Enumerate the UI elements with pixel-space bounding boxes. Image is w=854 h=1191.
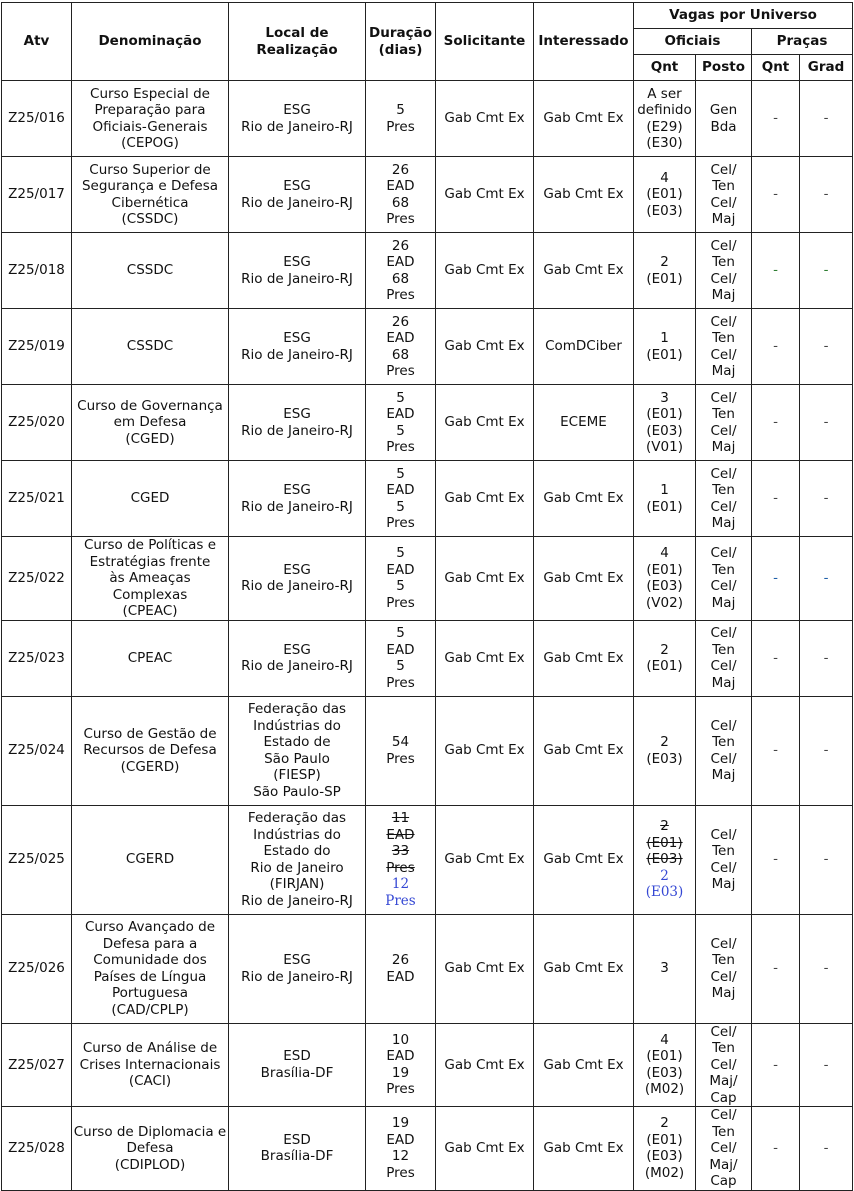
cell-pracas-qnt: - [752, 914, 800, 1023]
cell-oficiais-qnt: 2 (E01) [634, 233, 696, 309]
cell-pracas-qnt: - [752, 461, 800, 537]
cell-solicitante: Gab Cmt Ex [436, 805, 534, 914]
cell-solicitante: Gab Cmt Ex [436, 81, 534, 157]
table-header [2, 3, 853, 81]
cell-pracas-grad: - [800, 696, 853, 805]
cell-atv: Z25/026 [2, 914, 72, 1023]
cell-duracao: 5 EAD 5 Pres [366, 620, 436, 696]
cell-duracao: 54 Pres [366, 696, 436, 805]
cell-interessado: Gab Cmt Ex [534, 233, 634, 309]
cell-denominacao: Curso de Gestão de Recursos de Defesa (CGERD) [72, 696, 229, 805]
header-oficiais-qnt: Qnt [634, 55, 696, 81]
cell-solicitante: Gab Cmt Ex [436, 620, 534, 696]
cell-atv: Z25/019 [2, 309, 72, 385]
cell-solicitante: Gab Cmt Ex [436, 537, 534, 621]
cell-local: ESG Rio de Janeiro-RJ [229, 233, 366, 309]
cell-local: ESG Rio de Janeiro-RJ [229, 914, 366, 1023]
cell-oficiais-qnt: 4 (E01) (E03) (M02) [634, 1023, 696, 1107]
cell-pracas-grad: - [800, 81, 853, 157]
cell-pracas-grad: - [800, 537, 853, 621]
table-row [2, 537, 853, 621]
cell-pracas-qnt: - [752, 805, 800, 914]
cell-oficiais-posto: Cel/ Ten Cel/ Maj [696, 620, 752, 696]
cell-interessado: ComDCiber [534, 309, 634, 385]
cell-interessado: ECEME [534, 385, 634, 461]
cell-pracas-qnt: - [752, 1107, 800, 1191]
cell-pracas-qnt: - [752, 537, 800, 621]
cell-pracas-qnt: - [752, 81, 800, 157]
cell-denominacao: Curso de Análise de Crises Internacionais (CACI) [72, 1023, 229, 1107]
cell-oficiais-qnt: 2 (E03) [634, 696, 696, 805]
duracao-new-value: 12 Pres [385, 876, 416, 909]
cell-atv: Z25/017 [2, 157, 72, 233]
cell-interessado: Gab Cmt Ex [534, 537, 634, 621]
table-row [2, 233, 853, 309]
cell-oficiais-posto: Cel/ Ten Cel/ Maj [696, 385, 752, 461]
cell-pracas-qnt: - [752, 696, 800, 805]
header-solicitante: Solicitante [436, 3, 534, 81]
cell-oficiais-qnt: 4 (E01) (E03) (V02) [634, 537, 696, 621]
header-pracas-grad: Grad [800, 55, 853, 81]
cell-oficiais-posto: Cel/ Ten Cel/ Maj [696, 537, 752, 621]
duracao-old-value: 11 EAD 33 Pres [386, 810, 415, 876]
cell-duracao: 26 EAD 68 Pres [366, 309, 436, 385]
cell-oficiais-posto: Cel/ Ten Cel/ Maj/ Cap [696, 1023, 752, 1107]
header-vagas: Vagas por Universo [634, 3, 853, 29]
cell-local: Federação das Indústrias do Estado de São Paulo (FIESP) São Paulo-SP [229, 696, 366, 805]
cell-atv: Z25/024 [2, 696, 72, 805]
cell-local: ESD Brasília-DF [229, 1023, 366, 1107]
cell-duracao: 5 EAD 5 Pres [366, 537, 436, 621]
table-row [2, 1107, 853, 1191]
cell-interessado: Gab Cmt Ex [534, 805, 634, 914]
cell-pracas-qnt: - [752, 309, 800, 385]
header-oficiais: Oficiais [634, 29, 752, 55]
cell-duracao: 10 EAD 19 Pres [366, 1023, 436, 1107]
cell-pracas-grad: - [800, 620, 853, 696]
cell-atv: Z25/028 [2, 1107, 72, 1191]
cell-oficiais-qnt: 3 [634, 914, 696, 1023]
cell-pracas-grad: - [800, 157, 853, 233]
cell-denominacao: Curso de Governança em Defesa (CGED) [72, 385, 229, 461]
cell-oficiais-posto: Cel/ Ten Cel/ Maj/ Cap [696, 1107, 752, 1191]
cell-atv: Z25/025 [2, 805, 72, 914]
cell-local: ESG Rio de Janeiro-RJ [229, 157, 366, 233]
qnt-new-value: 2 (E03) [645, 867, 684, 901]
cell-pracas-grad: - [800, 385, 853, 461]
cell-interessado: Gab Cmt Ex [534, 1107, 634, 1191]
cell-oficiais-posto: Cel/ Ten Cel/ Maj [696, 157, 752, 233]
cell-pracas-grad: - [800, 1023, 853, 1107]
cell-duracao: 5 EAD 5 Pres [366, 461, 436, 537]
header-oficiais-posto: Posto [696, 55, 752, 81]
cell-oficiais-qnt: 2 (E01) [634, 620, 696, 696]
cell-oficiais-posto: Cel/ Ten Cel/ Maj [696, 696, 752, 805]
cell-solicitante: Gab Cmt Ex [436, 385, 534, 461]
cell-interessado: Gab Cmt Ex [534, 81, 634, 157]
cell-solicitante: Gab Cmt Ex [436, 914, 534, 1023]
cell-solicitante: Gab Cmt Ex [436, 1107, 534, 1191]
cell-atv: Z25/023 [2, 620, 72, 696]
cell-interessado: Gab Cmt Ex [534, 914, 634, 1023]
cell-duracao: 5 EAD 5 Pres [366, 385, 436, 461]
cell-denominacao: Curso de Políticas e Estratégias frente às Ameaças Complexas (CPEAC) [72, 537, 229, 621]
cell-pracas-qnt: - [752, 385, 800, 461]
cell-local: ESG Rio de Janeiro-RJ [229, 620, 366, 696]
cell-oficiais-qnt: 2 (E01) (E03) (M02) [634, 1107, 696, 1191]
cell-atv: Z25/020 [2, 385, 72, 461]
header-local: Local de Realização [229, 3, 366, 81]
table-row [2, 914, 853, 1023]
cell-pracas-grad: - [800, 461, 853, 537]
cell-interessado: Gab Cmt Ex [534, 157, 634, 233]
cell-denominacao: Curso Superior de Segurança e Defesa Cibernética (CSSDC) [72, 157, 229, 233]
cell-denominacao: CGERD [72, 805, 229, 914]
cell-pracas-qnt: - [752, 233, 800, 309]
header-pracas: Praças [752, 29, 853, 55]
cell-oficiais-posto: Gen Bda [696, 81, 752, 157]
cell-interessado: Gab Cmt Ex [534, 461, 634, 537]
cell-pracas-grad: - [800, 805, 853, 914]
cell-local: ESG Rio de Janeiro-RJ [229, 537, 366, 621]
cell-duracao: 26 EAD 68 Pres [366, 157, 436, 233]
cell-solicitante: Gab Cmt Ex [436, 696, 534, 805]
cell-denominacao: Curso Especial de Preparação para Oficiais-Generais (CEPOG) [72, 81, 229, 157]
cell-oficiais-posto: Cel/ Ten Cel/ Maj [696, 233, 752, 309]
cell-oficiais-qnt: 3 (E01) (E03) (V01) [634, 385, 696, 461]
table-row [2, 1023, 853, 1107]
cell-duracao: 26 EAD [366, 914, 436, 1023]
table-row [2, 309, 853, 385]
cell-oficiais-posto: Cel/ Ten Cel/ Maj [696, 805, 752, 914]
cell-local: ESG Rio de Janeiro-RJ [229, 81, 366, 157]
cell-oficiais-qnt: 1 (E01) [634, 461, 696, 537]
cell-solicitante: Gab Cmt Ex [436, 233, 534, 309]
cell-interessado: Gab Cmt Ex [534, 696, 634, 805]
cell-local: Federação das Indústrias do Estado do Rio de Janeiro (FIRJAN) Rio de Janeiro-RJ [229, 805, 366, 914]
cell-oficiais-qnt [634, 805, 696, 914]
cell-local: ESG Rio de Janeiro-RJ [229, 385, 366, 461]
header-pracas-qnt: Qnt [752, 55, 800, 81]
cell-atv: Z25/021 [2, 461, 72, 537]
cell-pracas-qnt: - [752, 620, 800, 696]
cell-oficiais-qnt: 1 (E01) [634, 309, 696, 385]
cell-local: ESG Rio de Janeiro-RJ [229, 461, 366, 537]
cell-denominacao: CSSDC [72, 309, 229, 385]
table-row [2, 620, 853, 696]
cell-pracas-grad: - [800, 914, 853, 1023]
cell-atv: Z25/018 [2, 233, 72, 309]
cell-oficiais-posto: Cel/ Ten Cel/ Maj [696, 914, 752, 1023]
cell-solicitante: Gab Cmt Ex [436, 461, 534, 537]
cell-pracas-grad: - [800, 309, 853, 385]
cell-interessado: Gab Cmt Ex [534, 620, 634, 696]
cell-pracas-grad: - [800, 1107, 853, 1191]
header-interessado: Interessado [534, 3, 634, 81]
table-row [2, 461, 853, 537]
activities-table [1, 2, 853, 1191]
cell-denominacao: CGED [72, 461, 229, 537]
table-row [2, 696, 853, 805]
table-row [2, 81, 853, 157]
cell-oficiais-qnt: 4 (E01) (E03) [634, 157, 696, 233]
cell-interessado: Gab Cmt Ex [534, 1023, 634, 1107]
cell-pracas-qnt: - [752, 1023, 800, 1107]
cell-atv: Z25/027 [2, 1023, 72, 1107]
cell-atv: Z25/022 [2, 537, 72, 621]
cell-duracao: 26 EAD 68 Pres [366, 233, 436, 309]
cell-atv: Z25/016 [2, 81, 72, 157]
qnt-old-value: 2 (E01) (E03) [646, 818, 683, 868]
cell-pracas-qnt: - [752, 157, 800, 233]
cell-duracao: 19 EAD 12 Pres [366, 1107, 436, 1191]
cell-local: ESG Rio de Janeiro-RJ [229, 309, 366, 385]
cell-duracao [366, 805, 436, 914]
cell-denominacao: CPEAC [72, 620, 229, 696]
table-row [2, 385, 853, 461]
header-atv: Atv [2, 3, 72, 81]
cell-solicitante: Gab Cmt Ex [436, 1023, 534, 1107]
cell-solicitante: Gab Cmt Ex [436, 157, 534, 233]
table-row [2, 157, 853, 233]
cell-oficiais-qnt: A ser definido (E29) (E30) [634, 81, 696, 157]
table-body [2, 81, 853, 1191]
cell-oficiais-posto: Cel/ Ten Cel/ Maj [696, 461, 752, 537]
cell-duracao: 5 Pres [366, 81, 436, 157]
header-denominacao: Denominação [72, 3, 229, 81]
cell-denominacao: CSSDC [72, 233, 229, 309]
cell-solicitante: Gab Cmt Ex [436, 309, 534, 385]
cell-oficiais-posto: Cel/ Ten Cel/ Maj [696, 309, 752, 385]
cell-local: ESD Brasília-DF [229, 1107, 366, 1191]
table-row [2, 805, 853, 914]
cell-pracas-grad: - [800, 233, 853, 309]
header-duracao: Duração (dias) [366, 3, 436, 81]
cell-denominacao: Curso Avançado de Defesa para a Comunidade dos Países de Língua Portuguesa (CAD/CPLP) [72, 914, 229, 1023]
cell-denominacao: Curso de Diplomacia e Defesa (CDIPLOD) [72, 1107, 229, 1191]
